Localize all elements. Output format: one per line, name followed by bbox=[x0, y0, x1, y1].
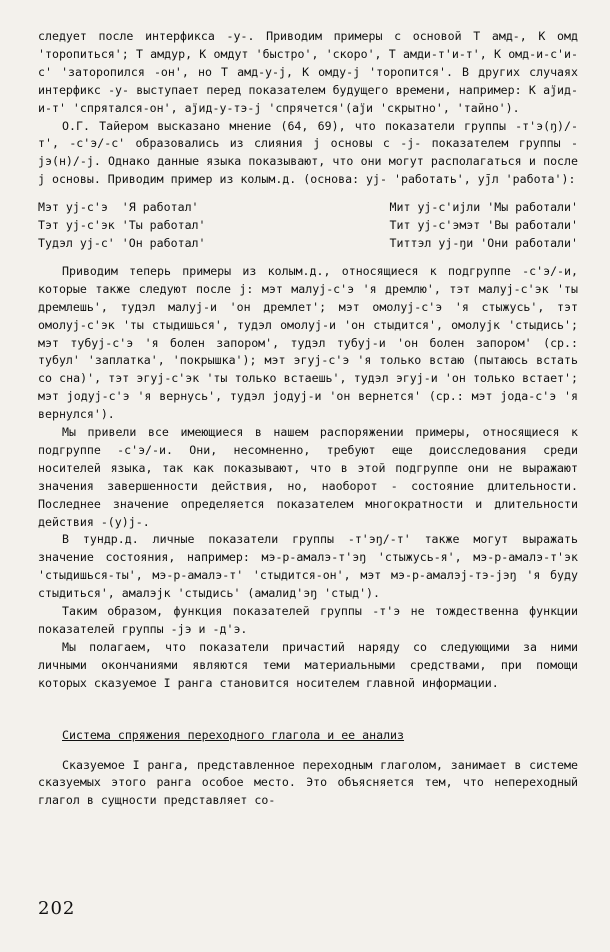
example-row bbox=[38, 199, 578, 217]
section-heading: Система спряжения переходного глагола и ее анализ bbox=[62, 727, 405, 742]
example-singular: Тэт уj-с'эк 'Ты работал' bbox=[38, 218, 206, 233]
paragraph-5: В тундр.д. личные показатели группы -т'эŋ/-т' также могут выражать значение состояния, например: мэ-р-амалэ-т'эŋ 'стыжусь-я', мэ-р-амалэ-т'эк 'стыдишься-ты', мэ-р-амалэ-т' 'стыдится-он', мэт мэ-р-амалэj-тэ-jэŋ 'я буду стыдиться', амалэjк 'стыдись' (амалид'эŋ 'стыд'). bbox=[38, 532, 578, 601]
example-row bbox=[38, 235, 578, 253]
example-plural: Тит уj-с'эмэт 'Вы работали' bbox=[389, 218, 578, 233]
paragraph-1: следует после интерфикса -у-. Приводим примеры с основой Т амд-, К омд 'торопиться'; Т амдур, К омдут 'быстро', 'скоро', Т амди-т'и-т', К омд-и-с'и-с' 'заторопился -он', но Т амд-у-j, К омду-j 'торопится'. В других случаях интерфикс -у- выступает перед показателем будущего времени, например: К аj̈ид-и-т' 'спрятался-он', аj̈ид-у-тэ-j 'спрячется'(аj̈и 'скрытно', 'тайно'). bbox=[38, 29, 578, 115]
page-number: 202 bbox=[38, 898, 76, 919]
paragraph-3: Приводим теперь примеры из колым.д., относящиеся к подгруппе -с'э/-и, которые также следуют после j: мэт малуj-с'э 'я дремлю', тэт малуj-с'эк 'ты дремлешь', тудэл малуj-и 'он дремлет'; мэт омолуj-с'э 'я стыжусь', тэт омолуj-с'эк 'ты стыдишься', тудэл омолуj-и 'он стыдится', омолуjк 'стыдись'; мэт тубуj-с'э 'я болен запором', тудэл тубуj-и 'он болен запором' (ср.: тубул' 'заплатка', 'покрышка'); мэт эгуj-с'э 'я только встаю (пытаюсь встать со сна)', тэт эгуj-с'эк 'ты только встаешь', тудэл эгуj-и 'он только встает'; мэт jодуj-с'э 'я вернусь', тудэл jодуj-и 'он вернется' (ср.: мэт jода-с'э 'я вернулся'). bbox=[38, 263, 578, 422]
body-text bbox=[38, 28, 578, 810]
example-plural: Мит уj-с'иjли 'Мы работали' bbox=[389, 200, 578, 215]
paragraph-7: Мы полагаем, что показатели причастий наряду со следующими за ними личными окончаниями являются теми материальными средствами, при помощи которых сказуемое I ранга становится носителем главной информации. bbox=[38, 639, 578, 690]
example-plural: Титтэл уj-ŋи 'Они работали' bbox=[389, 235, 578, 250]
example-table bbox=[38, 199, 578, 253]
paragraph-2: О.Г. Тайером высказано мнение (64, 69), что показатели группы -т'э(ŋ)/-т', -с'э/-с' образовались из слияния j основы с -j- показателем группы -jэ(н)/-j. Однако данные языка показывают, что они могут располагаться и после j основы. Приводим пример из колым.д. (основа: уj- 'работать', уj̄л 'работа'): bbox=[38, 118, 578, 187]
paragraph-8: Сказуемое I ранга, представленное переходным глаголом, занимает в системе сказуемых этого ранга особое место. Это объясняется тем, что непереходный глагол в сущности представляет со- bbox=[38, 757, 578, 808]
paragraph-4: Мы привели все имеющиеся в нашем распоряжении примеры, относящиеся к подгруппе -с'э/-и. Они, несомненно, требуют еще доисследования среди носителей языка, так как показывают, что в этой подгруппе они не выражают значения завершенности действия, но, наоборот - состояние длительности. Последнее значение определяется показателем многократности и длительности действия -(у)j-. bbox=[38, 425, 578, 529]
paragraph-6: Таким образом, функция показателей группы -т'э не тождественна функции показателей группы -jэ и -д'э. bbox=[38, 604, 578, 636]
example-singular: Тудэл уj-с' 'Он работал' bbox=[38, 235, 206, 250]
example-singular: Мэт уj-с'э 'Я работал' bbox=[38, 200, 199, 215]
example-row bbox=[38, 217, 578, 235]
